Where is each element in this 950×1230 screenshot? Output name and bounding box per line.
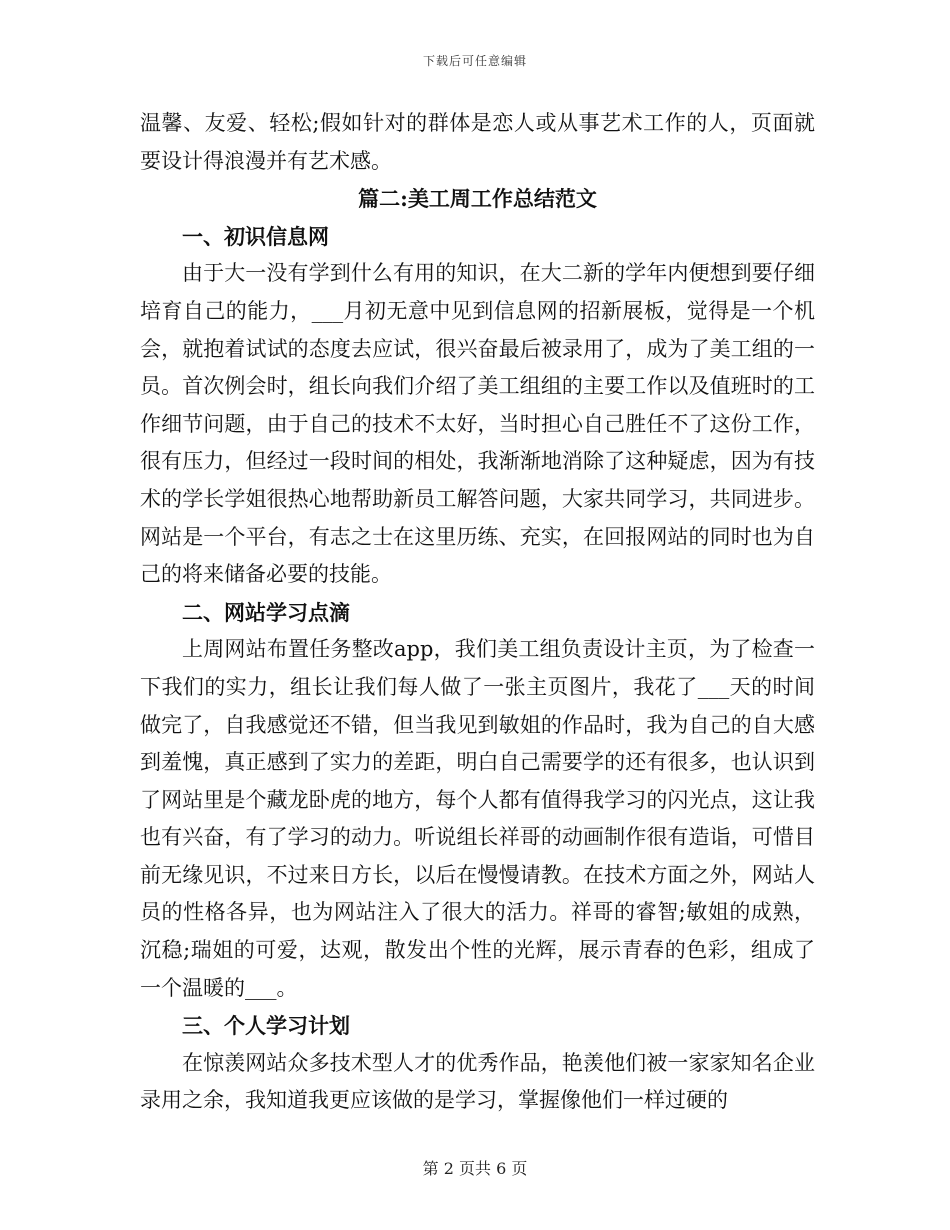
section-body-3: 在惊羡网站众多技术型人才的优秀作品，艳羡他们被一家家知名企业录用之余，我知道我更应该做的是学习，掌握像他们一样过硬的: [140, 1050, 815, 1113]
section-heading-3: 三、个人学习计划: [182, 1013, 350, 1039]
document-body: [140, 105, 815, 1120]
section-body-2: 上周网站布置任务整改app，我们美工组负责设计主页，为了检查一下我们的实力，组长让我们每人做了一张主页图片，我花了___天的时间做完了，自我感觉还不错，但当我见到敏姐的作品时，我为自己的自大感到羞愧，真正感到了实力的差距，明白自己需要学的还有很多，也认识到了网站里是个藏龙卧虎的地方，每个人都有值得我学习的闪光点，这让我也有兴奋，有了学习的动力。听说组长祥哥的动画制作很有造诣，可惜目前无缘见识，不过来日方长，以后在慢慢请教。在技术方面之外，网站人员的性格各异，也为网站注入了很大的活力。祥哥的睿智;敏姐的成熟，沉稳;瑞姐的可爱，达观，散发出个性的光辉，展示青春的色彩，组成了一个温暖的___。: [140, 637, 815, 1000]
section-body-1: 由于大一没有学到什么有用的知识，在大二新的学年内便想到要仔细培育自己的能力，___月初无意中见到信息网的招新展板，觉得是一个机会，就抱着试试的态度去应试，很兴奋最后被录用了，成为了美工组的一员。首次例会时，组长向我们介绍了美工组组的主要工作以及值班时的工作细节问题，由于自己的技术不太好，当时担心自己胜任不了这份工作，很有压力，但经过一段时间的相处，我渐渐地消除了这种疑虑，因为有技术的学长学姐很热心地帮助新员工解答问题，大家共同学习，共同进步。网站是一个平台，有志之士在这里历练、充实，在回报网站的同时也为自己的将来储备必要的技能。: [140, 261, 815, 587]
intro-paragraph: 温馨、友爱、轻松;假如针对的群体是恋人或从事艺术工作的人，页面就要设计得浪漫并有艺术感。: [140, 111, 815, 173]
page-footer: 第 2 页共 6 页: [422, 1159, 528, 1178]
section-heading-2: 二、网站学习点滴: [182, 599, 350, 625]
page-header: 下载后可任意编辑: [422, 54, 527, 68]
section-heading-1: 一、初识信息网: [182, 223, 329, 249]
document-title: 篇二:美工周工作总结范文: [358, 186, 597, 212]
